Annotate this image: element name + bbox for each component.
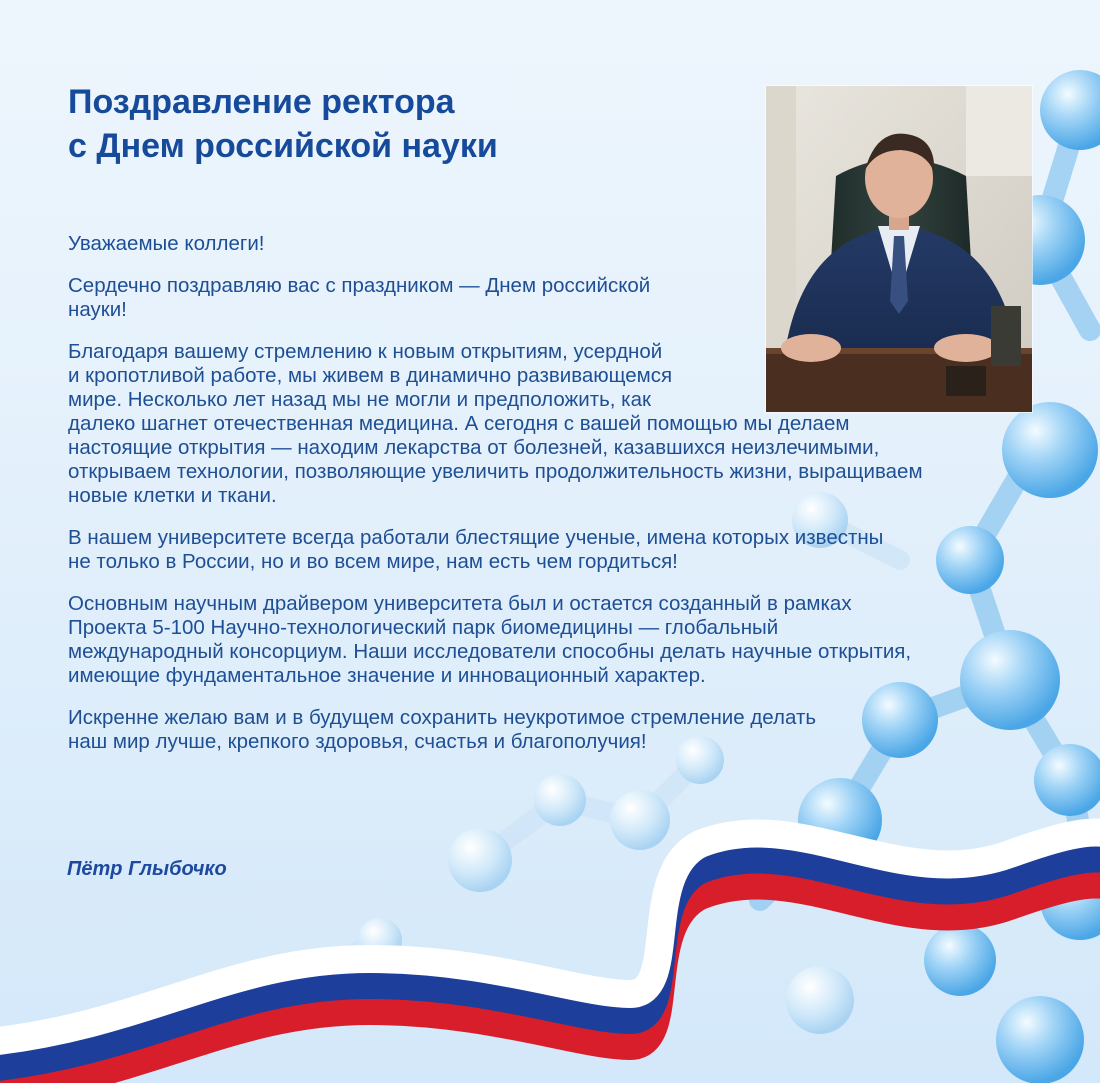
paragraph-4-line: международный консорциум. Наши исследователи способны делать научные открытия, [68, 640, 912, 663]
greeting [68, 232, 1043, 256]
paragraph-5-line: наш мир лучше, крепкого здоровья, счастья и благополучия! [68, 730, 647, 753]
paragraph-4-line: Проекта 5-100 Научно-технологический парк биомедицины — глобальный [68, 616, 779, 639]
signature: Пётр Глыбочко [67, 858, 227, 880]
paragraph-1 [68, 274, 1043, 322]
paragraph-2-line: далеко шагнет отечественная медицина. А сегодня с вашей помощью мы делаем [68, 412, 850, 435]
paragraph-4-line: Основным научным драйвером университета был и остается созданный в рамках [68, 592, 852, 615]
paragraph-5 [68, 706, 1043, 754]
paragraph-2-line: Благодаря вашему стремлению к новым открытиям, усердной [68, 340, 663, 363]
paragraph-4-line: имеющие фундаментальное значение и инновационный характер. [68, 664, 706, 687]
paragraph-1-line: Сердечно поздравляю вас с праздником — Днем российской [68, 274, 651, 297]
paragraph-2 [68, 340, 1043, 508]
paragraph-2-line: настоящие открытия — находим лекарства от болезней, казавшихся неизлечимыми, [68, 436, 880, 459]
paragraph-2-line: открываем технологии, позволяющие увеличить продолжительность жизни, выращиваем [68, 460, 923, 483]
paragraph-5-line: Искренне желаю вам и в будущем сохранить неукротимое стремление делать [68, 706, 817, 729]
paragraph-1-line: науки! [68, 298, 127, 321]
paragraph-3-line: В нашем университете всегда работали блестящие ученые, имена которых известны [68, 526, 884, 549]
paragraph-3-line: не только в России, но и во всем мире, нам есть чем гордиться! [68, 550, 678, 573]
paragraph-2-line: новые клетки и ткани. [68, 484, 277, 507]
paragraph-3 [68, 526, 1043, 574]
paragraph-4 [68, 592, 1043, 688]
page-title [68, 80, 498, 168]
paragraph-2-line: мире. Несколько лет назад мы не могли и предположить, как [68, 388, 651, 411]
letter-body [68, 232, 1043, 772]
title-line-2: с Днем российской науки [68, 127, 498, 165]
greeting-text: Уважаемые коллеги! [68, 232, 265, 255]
paragraph-2-line: и кропотливой работе, мы живем в динамично развивающемся [68, 364, 673, 387]
title-line-1: Поздравление ректора [68, 83, 455, 121]
